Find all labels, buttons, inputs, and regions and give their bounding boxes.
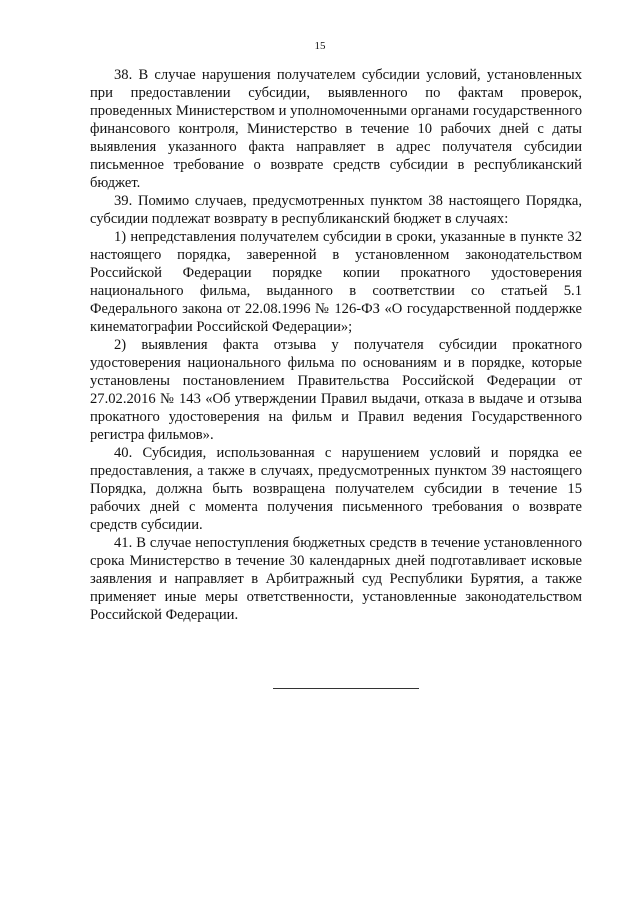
paragraph-39-item-1: 1) непредставления получателем субсидии в сроки, указанные в пункте 32 настоящего порядка, заверенной в установленном законодательством Российской Федерации порядке копии прокатного удостоверения национального фильма, выданного в соответствии со статьей 5.1 Федерального закона от 22.08.1996 № 126-ФЗ «О государственной поддержке кинематографии Российской Федерации»; (90, 229, 582, 335)
paragraph-39-item-2: 2) выявления факта отзыва у получателя субсидии прокатного удостоверения национального фильма по основаниям и в порядке, которые установлены постановлением Правительства Российской Федерации от 27.02.2016 № 143 «Об утверждении Правил выдачи, отказа в выдаче и отзыва прокатного удостоверения на фильм и Правил ведения Государственного регистра фильмов». (90, 337, 582, 443)
paragraph-38: 38. В случае нарушения получателем субсидии условий, установленных при предоставлении субсидии, выявленного по фактам проверок, проведенных Министерством и уполномоченными органами государственного финансового контроля, Министерство в течение 10 рабочих дней с даты выявления указанного факта направляет в адрес получателя субсидии письменное требование о возврате средств субсидии в республиканский бюджет. (90, 67, 582, 191)
paragraph-39: 39. Помимо случаев, предусмотренных пунктом 38 настоящего Порядка, субсидии подлежат возврату в республиканский бюджет в случаях: (90, 193, 582, 227)
paragraph-41: 41. В случае непоступления бюджетных средств в течение установленного срока Министерство в течение 30 календарных дней подготавливает исковые заявления и направляет в Арбитражный суд Республики Бурятия, а также применяет иные меры ответственности, установленные законодательством Российской Федерации. (90, 535, 582, 623)
end-of-document-rule (273, 688, 419, 689)
paragraph-40: 40. Субсидия, использованная с нарушением условий и порядка ее предоставления, а также в случаях, предусмотренных пунктом 39 настоящего Порядка, должна быть возвращена получателем субсидии в течение 15 рабочих дней с момента получения письменного требования о возврате средств субсидии. (90, 445, 582, 533)
document-body (90, 66, 582, 624)
page-number: 15 (314, 40, 326, 52)
